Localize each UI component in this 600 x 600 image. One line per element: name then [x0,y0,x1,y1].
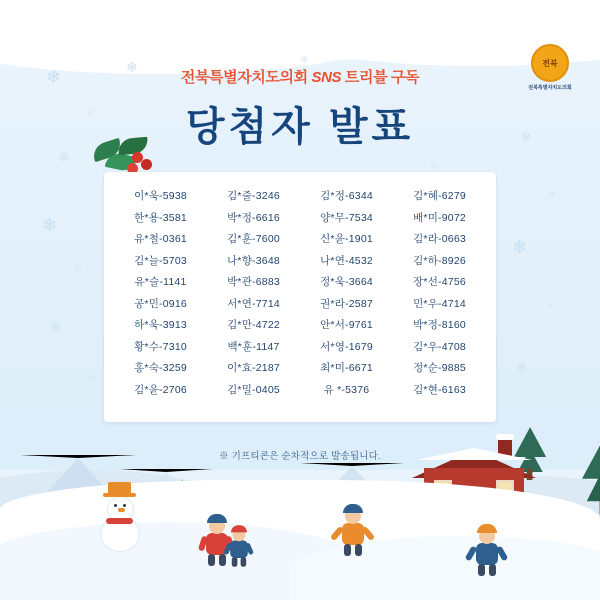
page-title: 당첨자 발표 [185,105,415,149]
snowman-illustration [96,482,144,552]
winner-entry: 박*정-8160 [413,319,466,331]
snowflake-icon: ❄ [126,59,138,75]
winner-entry: 백*훈-1147 [227,340,280,353]
snowman-eye [114,504,117,507]
child-leg [489,564,496,576]
child-leg [355,544,362,556]
winner-entry: 한*용-3581 [134,211,187,224]
snowflake-icon: ❄ [512,237,528,257]
child-hat [207,514,227,523]
winner-entry: 최*미-6671 [320,362,373,374]
winner-entry: 김*우-4708 [413,340,466,353]
winner-entry: 나*향-3648 [227,254,280,267]
winner-entry: 하*욱-3913 [134,319,187,331]
snowflake-icon: ❄ [516,359,528,375]
snowflake-icon: ❄ [42,215,58,235]
winner-entry: 황*수-7310 [134,340,187,353]
winner-entry: 공*민-0916 [134,297,187,310]
winner-entry: 유*철-0361 [134,233,187,245]
snowflake-icon: ❄ [58,149,70,165]
child-leg [232,557,238,567]
winner-entry: 나*연-4532 [320,254,373,267]
snowflake-icon: ❄ [546,301,555,312]
winner-entry: 서*영-1679 [320,340,373,353]
child-illustration [336,504,370,556]
winner-entry: 박*정-6616 [227,211,280,224]
snowflake-icon: ❄ [430,161,439,172]
emblem-seal: 전북 [531,44,569,82]
winner-entry: 김*윤-2706 [134,383,187,396]
winner-entry: 유 *-5376 [323,383,370,396]
dispatch-note: ※ 기프티콘은 순차적으로 발송됩니다. [219,451,381,462]
snowflake-icon: ❄ [46,67,62,87]
child-illustration [470,524,504,576]
winners-column [393,186,486,412]
winner-entry: 김*혜-6279 [413,190,466,202]
winner-entry: 김*현-6163 [413,383,466,396]
winner-entry: 이*효-2187 [227,362,280,374]
winner-entry: 김*만-4722 [227,319,280,331]
winner-entry: 김*줄-3246 [227,190,280,202]
winners-column [207,186,300,412]
snowflake-icon: ❄ [74,263,83,274]
winner-entry: 김*밀-0405 [227,383,280,396]
subtitle-suffix: 트리블 구독 [341,69,420,86]
subtitle-sns: SNS [311,69,342,86]
child-leg [241,557,247,567]
winner-entry: 유*슬-1141 [134,276,187,288]
child-coat [476,543,498,565]
snowflake-icon: ❄ [520,129,532,145]
winner-entry: 김*라-0663 [413,233,466,245]
child-hat [343,504,363,513]
winner-entry: 정*순-9885 [413,362,466,374]
holly-icon [92,136,158,176]
winner-entry: 김*늘-5703 [134,254,187,267]
winner-entry: 정*욱-3664 [320,276,373,288]
snowflake-icon: ❄ [50,319,62,335]
winners-column [300,186,393,412]
child-leg [478,564,485,576]
snowman-nose [118,508,125,512]
winner-entry: 배*미-9072 [413,211,466,224]
winner-entry: 안*서-9761 [320,319,373,331]
child-coat [342,523,364,545]
child-hat [477,524,497,533]
subtitle-prefix: 전북특별자치도의회 [180,69,312,86]
chimney-snow [496,434,514,440]
winner-entry: 서*연-7714 [227,297,280,310]
winner-entry: 홍*숙-3259 [134,362,187,374]
winner-entry: 민*우-4714 [413,297,466,310]
snowflake-icon: ❄ [548,189,557,200]
winner-entry: 김*정-6344 [320,190,373,202]
winner-entry: 신*윤-1901 [320,233,373,245]
snowflake-icon: ❄ [86,109,95,120]
winner-entry: 권*라-2587 [320,297,373,310]
winner-entry: 양*무-7534 [320,211,373,224]
child-hat [231,525,247,532]
winner-entry: 장*선-4756 [413,276,466,288]
snowman-scarf [106,518,133,524]
snowman-eye [123,504,126,507]
holly-berry [141,159,152,170]
child-leg [208,554,215,566]
snowman-hat-brim [103,493,136,497]
poster-subtitle [0,66,600,87]
snowflake-icon: ❄ [300,55,309,66]
winners-columns [104,172,496,422]
emblem-org-text: 전북특별자치도의회 [528,85,572,91]
child-illustration [225,525,252,567]
roof-snow [416,448,532,460]
winner-entry: 박*관-6883 [227,276,280,288]
winners-column [114,186,207,412]
winner-entry: 김*하-8926 [413,254,466,267]
winner-entry: 이*욱-5938 [134,190,187,202]
child-leg [344,544,351,556]
snowflake-icon: ❄ [88,373,97,384]
winners-card [104,172,496,422]
winner-entry: 김*훈-7600 [227,233,280,245]
